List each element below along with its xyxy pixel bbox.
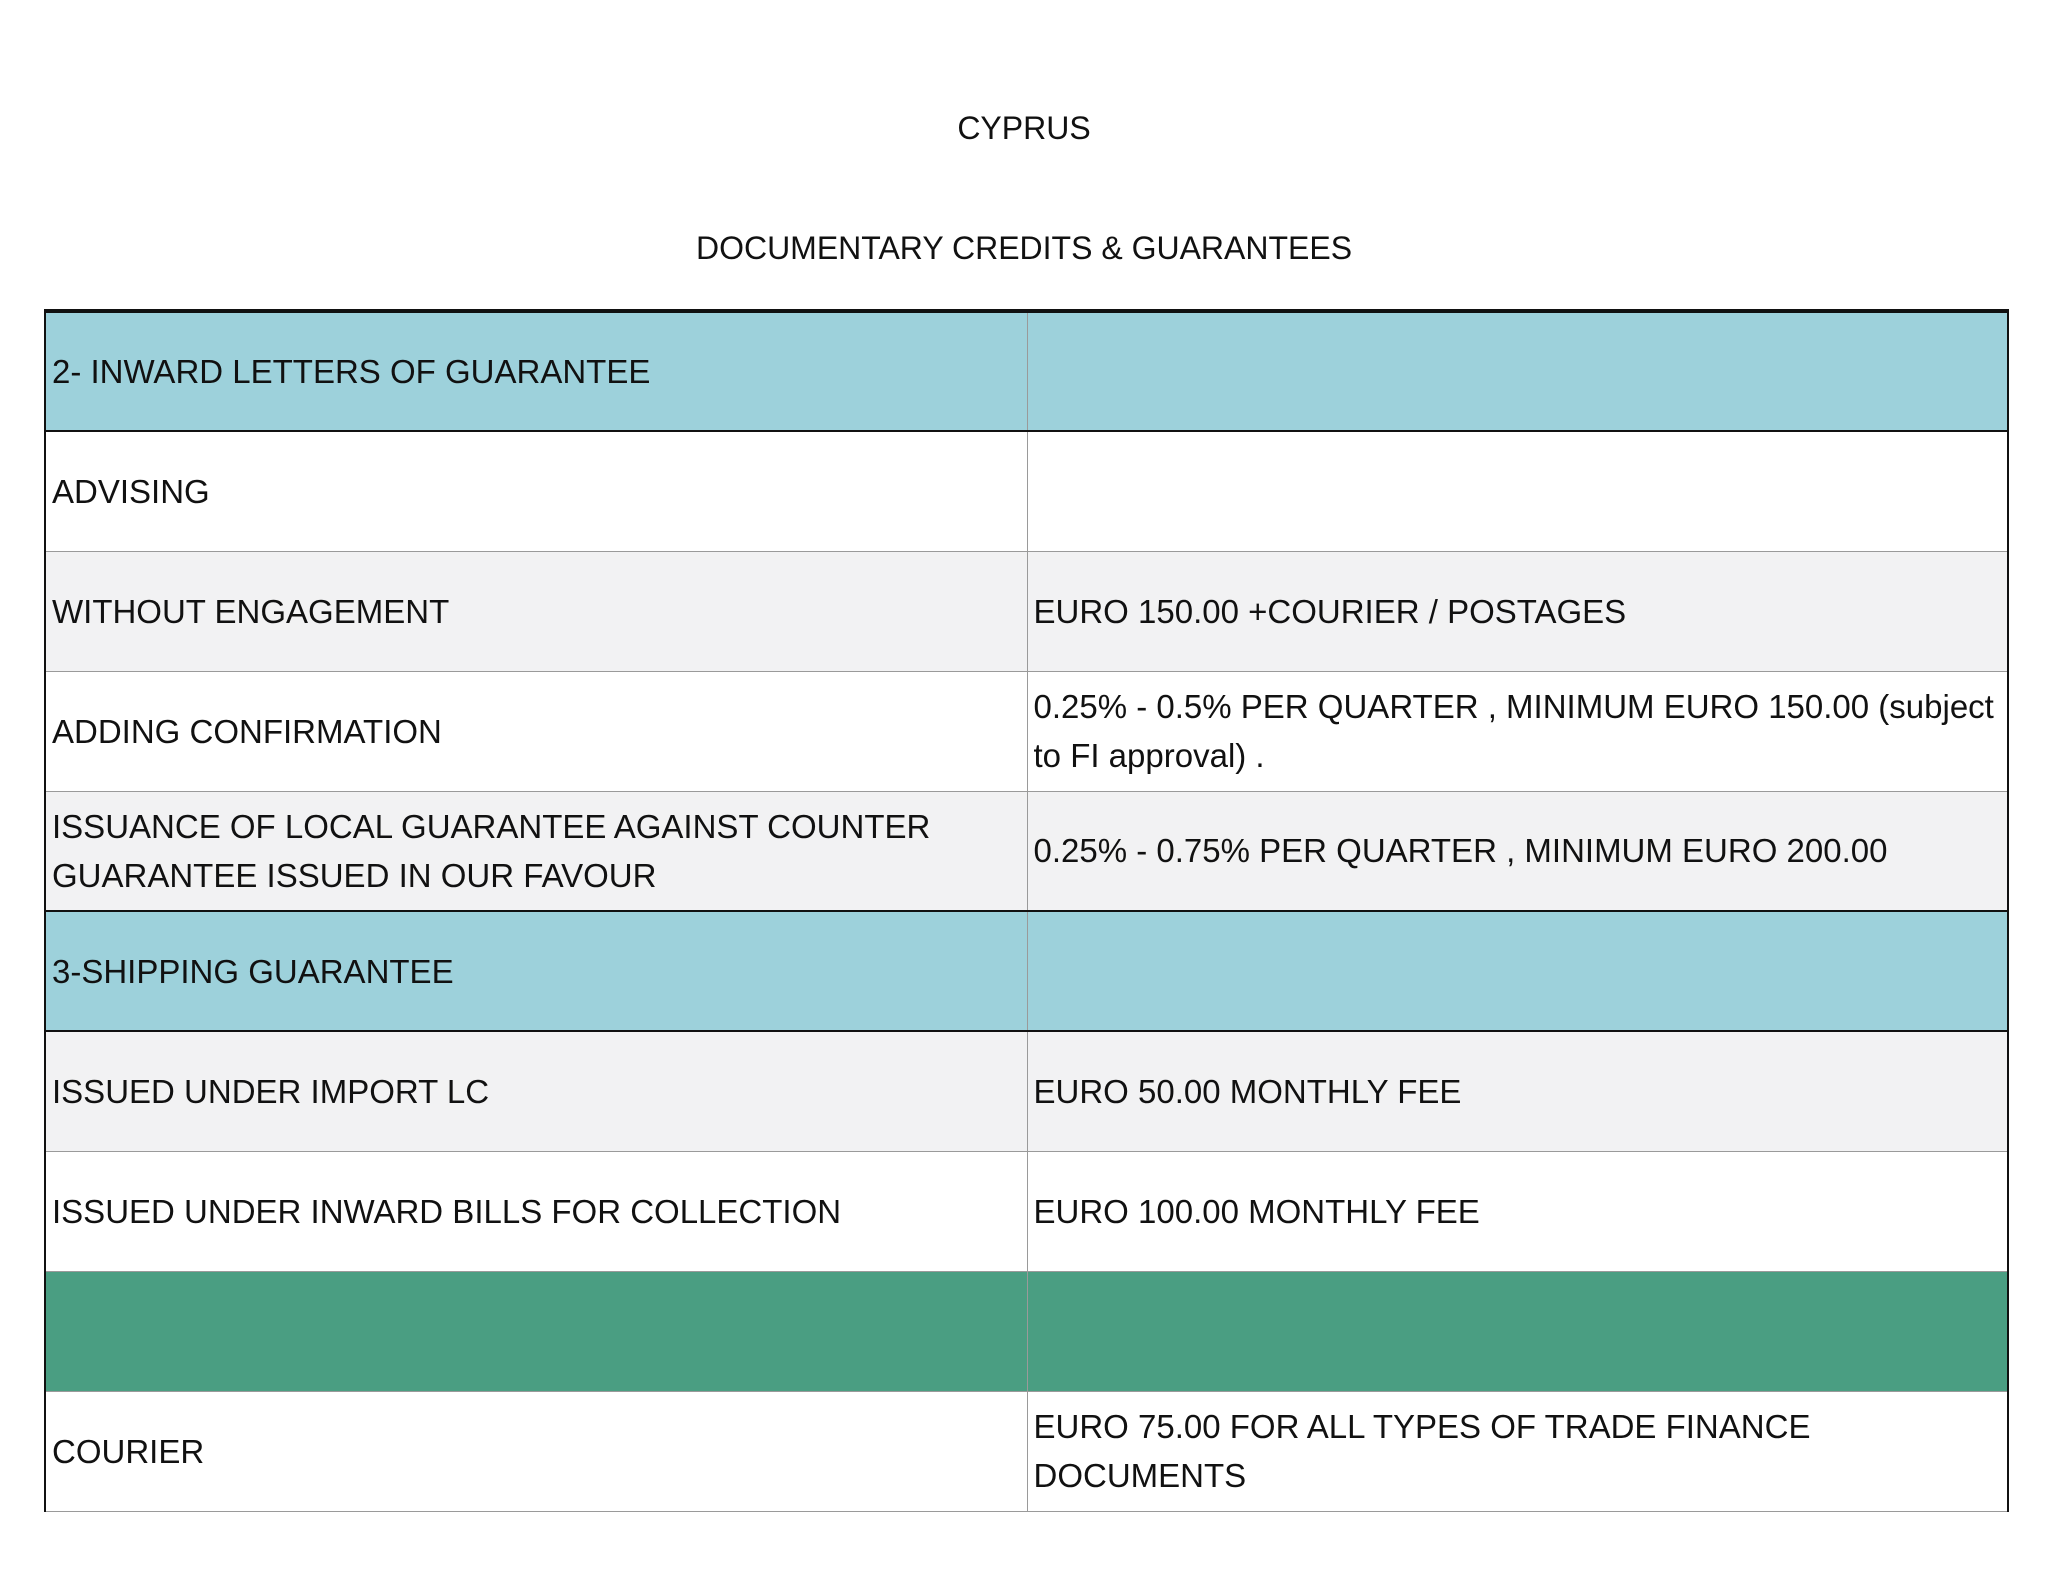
row-value: EURO 50.00 MONTHLY FEE — [1027, 1031, 2008, 1151]
row-value — [1027, 311, 2008, 431]
table-row — [45, 1391, 2008, 1511]
row-label: ISSUED UNDER IMPORT LC — [45, 1031, 1027, 1151]
section-header-row — [45, 311, 2008, 431]
green-band-row — [45, 1271, 2008, 1391]
row-label: 3-SHIPPING GUARANTEE — [45, 911, 1027, 1031]
row-label: COURIER — [45, 1391, 1027, 1511]
row-value: 0.25% - 0.5% PER QUARTER , MINIMUM EURO 150.00 (subject to FI approval) . — [1027, 671, 2008, 791]
table-row — [45, 1151, 2008, 1271]
row-label: 2- INWARD LETTERS OF GUARANTEE — [45, 311, 1027, 431]
row-label: ISSUED UNDER INWARD BILLS FOR COLLECTION — [45, 1151, 1027, 1271]
row-label: WITHOUT ENGAGEMENT — [45, 551, 1027, 671]
table-row — [45, 1031, 2008, 1151]
fee-table — [44, 309, 2009, 1512]
row-value: EURO 75.00 FOR ALL TYPES OF TRADE FINANCE DOCUMENTS — [1027, 1391, 2008, 1511]
row-value: 0.25% - 0.75% PER QUARTER , MINIMUM EURO 200.00 — [1027, 791, 2008, 911]
row-value: EURO 150.00 +COURIER / POSTAGES — [1027, 551, 2008, 671]
table-row — [45, 551, 2008, 671]
row-label: ADDING CONFIRMATION — [45, 671, 1027, 791]
row-value — [1027, 1271, 2008, 1391]
table-row — [45, 431, 2008, 551]
row-value: EURO 100.00 MONTHLY FEE — [1027, 1151, 2008, 1271]
row-value — [1027, 911, 2008, 1031]
row-value — [1027, 431, 2008, 551]
document-title: DOCUMENTARY CREDITS & GUARANTEES — [695, 230, 1353, 266]
country-title: CYPRUS — [957, 110, 1091, 146]
row-label: ISSUANCE OF LOCAL GUARANTEE AGAINST COUNTER GUARANTEE ISSUED IN OUR FAVOUR — [45, 791, 1027, 911]
table-row — [45, 671, 2008, 791]
row-label: ADVISING — [45, 431, 1027, 551]
table-row — [45, 791, 2008, 911]
row-label — [45, 1271, 1027, 1391]
section-header-row — [45, 911, 2008, 1031]
